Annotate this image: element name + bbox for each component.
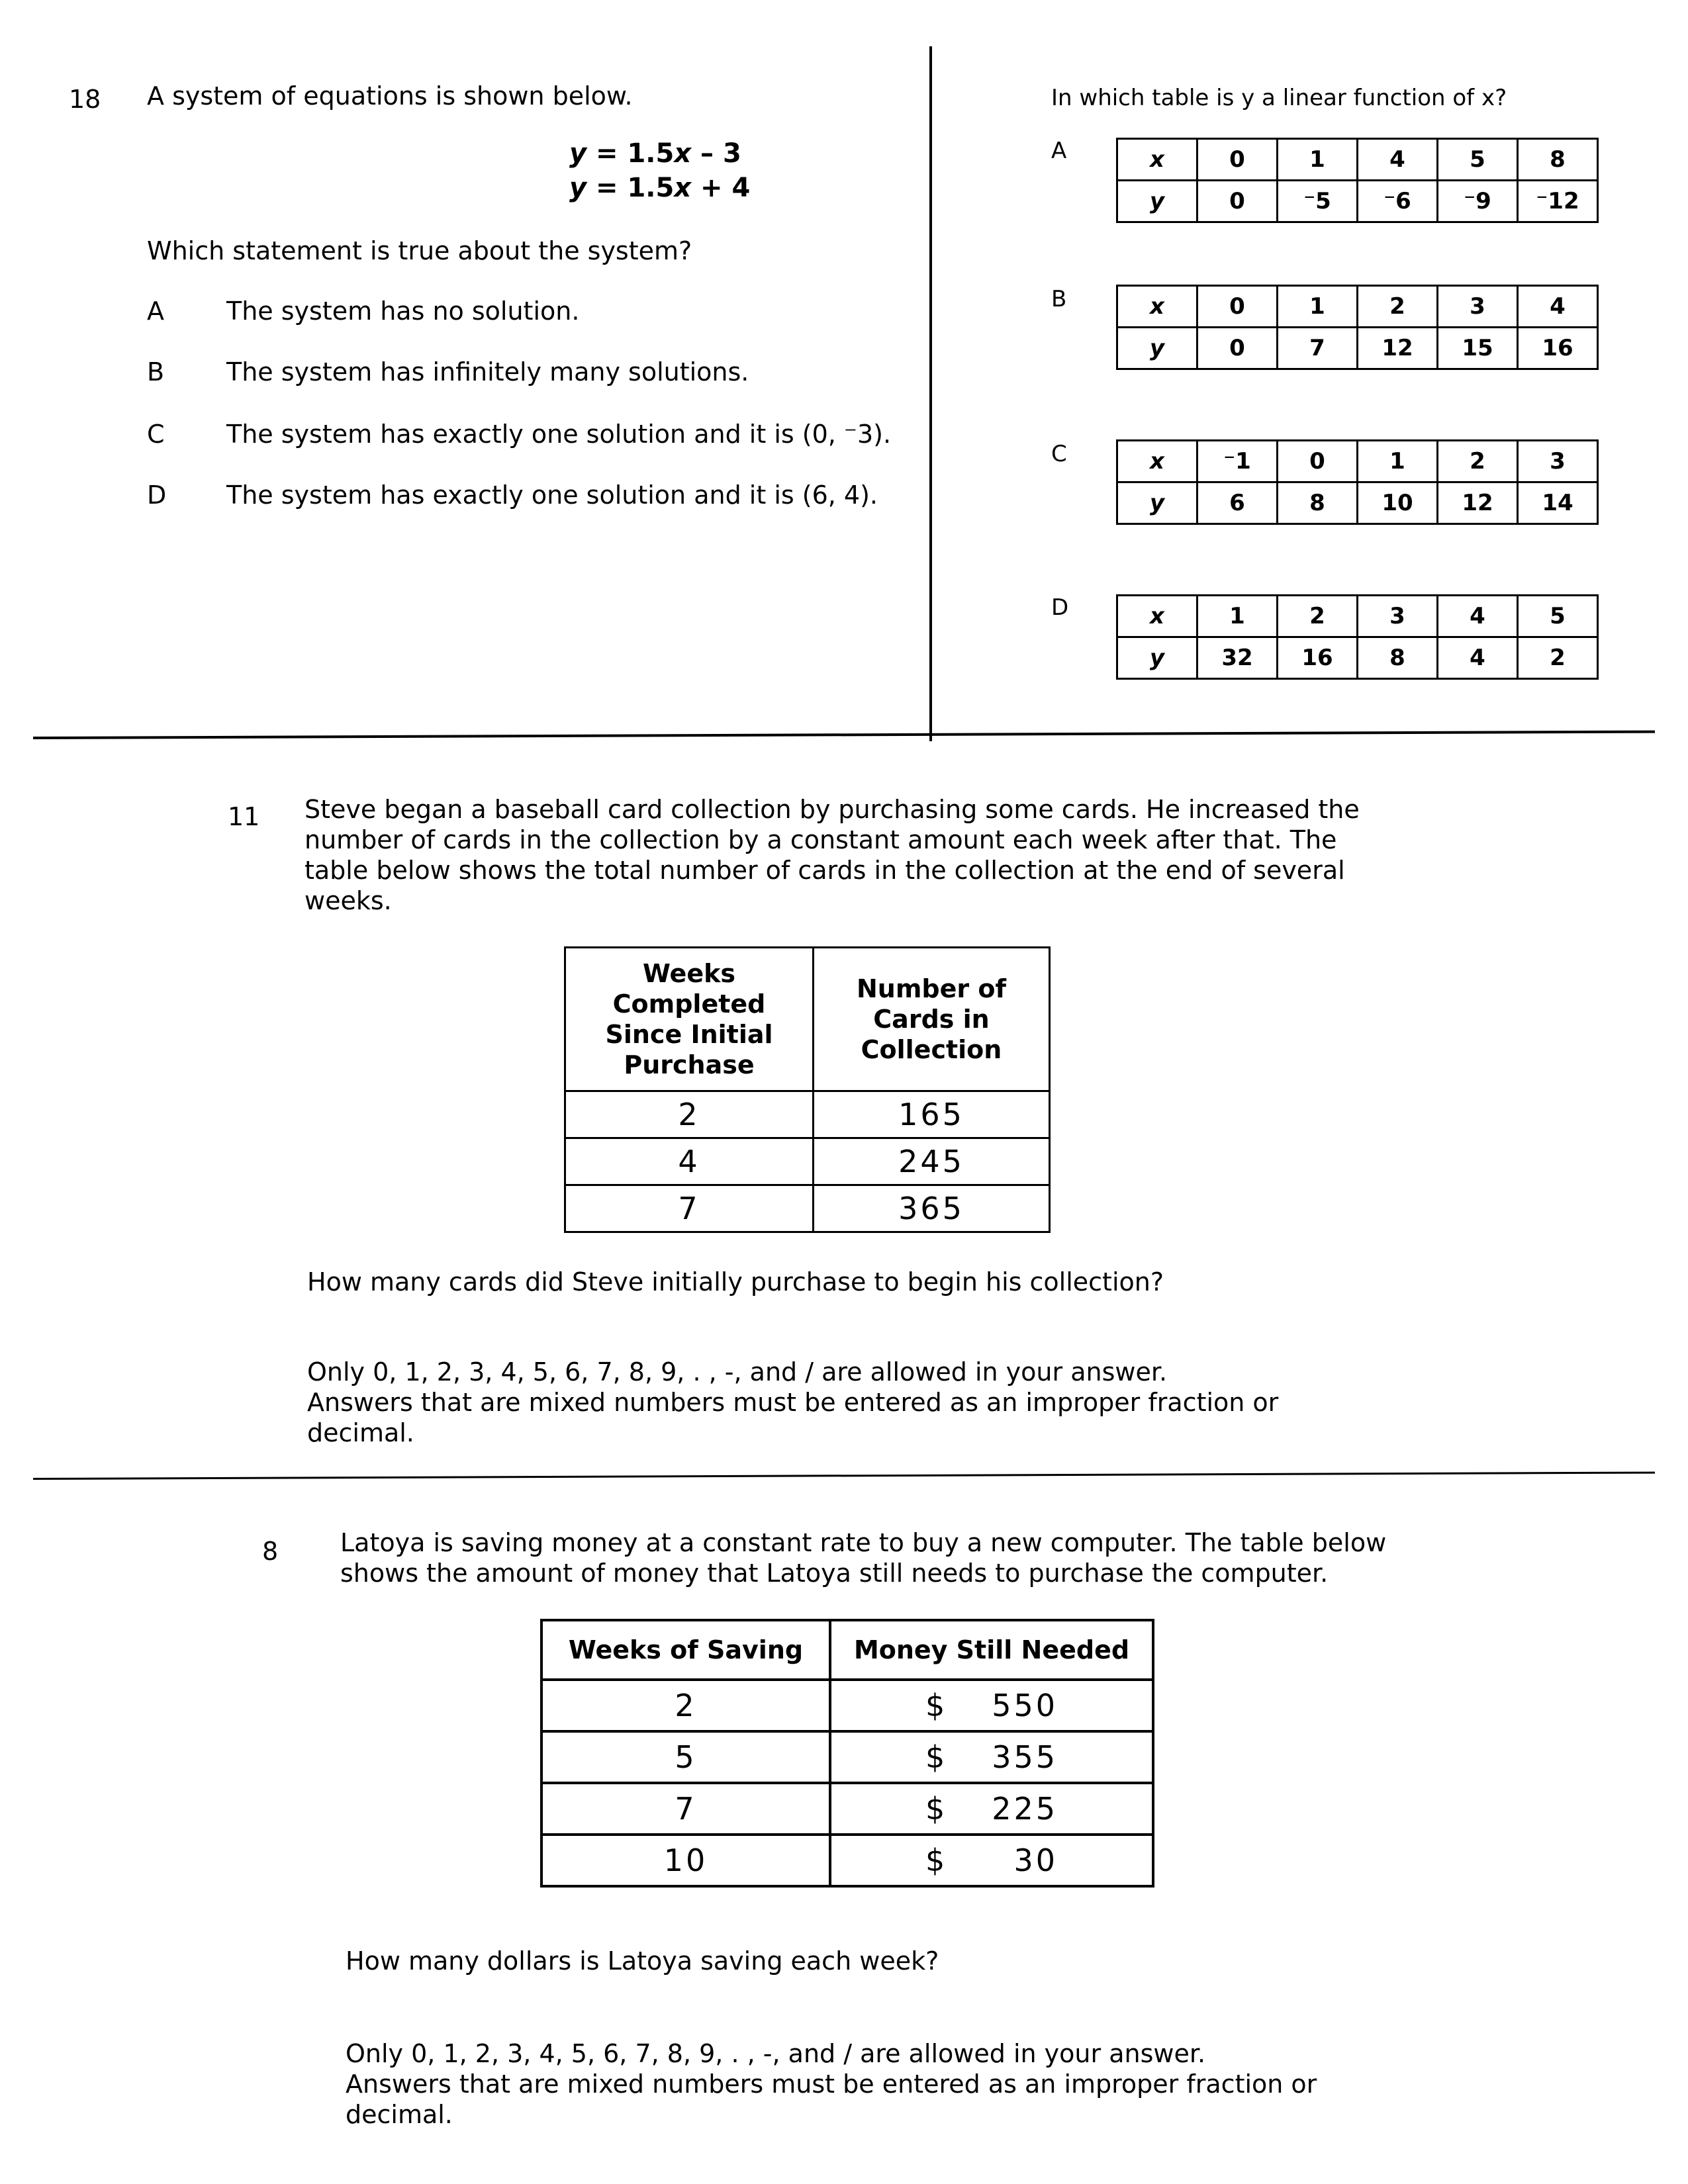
y-label: y (1117, 328, 1197, 369)
cards-cell: 245 (814, 1138, 1050, 1185)
instruction-line: Answers that are mixed numbers must be entered as an improper fraction or (346, 2070, 1317, 2099)
choice-b[interactable] (147, 357, 749, 387)
weeks-cell: 2 (541, 1680, 830, 1731)
weeks-cell: 5 (541, 1731, 830, 1783)
y-row (1117, 637, 1598, 679)
x-cell: 4 (1518, 286, 1598, 328)
question-number: 18 (69, 85, 101, 114)
column-header-weeks: Weeks of Saving (541, 1620, 830, 1680)
question-prompt: How many cards did Steve initially purchase to begin his collection? (307, 1267, 1164, 1297)
choice-c[interactable] (147, 420, 892, 449)
x-cell: 0 (1278, 441, 1358, 482)
question-stem (340, 1527, 1466, 1588)
answer-instructions (346, 2038, 1471, 2130)
cards-table (564, 946, 1051, 1233)
question-number: 11 (228, 802, 260, 831)
savings-table (540, 1619, 1154, 1888)
y-row (1117, 181, 1598, 222)
y-label: y (1117, 637, 1197, 679)
money-cell (830, 1731, 1153, 1783)
answer-instructions (307, 1357, 1432, 1448)
table-row (565, 1091, 1050, 1138)
x-cell: 5 (1518, 596, 1598, 637)
choice-letter: D (147, 480, 167, 510)
y-label: y (1117, 181, 1197, 222)
question-stem: A system of equations is shown below. (147, 81, 633, 111)
y-cell: 0 (1197, 181, 1278, 222)
x-cell: 3 (1358, 596, 1438, 637)
question-stem (305, 794, 1443, 916)
weeks-cell: 2 (565, 1091, 814, 1138)
choice-text: The system has exactly one solution and it is (0, ⁻3). (226, 420, 892, 449)
horizontal-divider (33, 1472, 1655, 1480)
question-number: 8 (262, 1537, 279, 1566)
x-cell: 0 (1197, 286, 1278, 328)
table-c (1116, 439, 1599, 525)
dollar-sign: $ (925, 1688, 948, 1723)
y-cell: 32 (1197, 637, 1278, 679)
x-cell: 4 (1358, 139, 1438, 181)
weeks-cell: 10 (541, 1835, 830, 1886)
weeks-cell: 7 (541, 1783, 830, 1835)
x-row (1117, 286, 1598, 328)
equation-1: y = 1.5x – 3 (569, 138, 741, 169)
stem-line: Steve began a baseball card collection by purchasing some cards. He increased the (305, 795, 1360, 824)
stem-line: table below shows the total number of cards in the collection at the end of several (305, 856, 1345, 885)
horizontal-divider (33, 731, 1655, 739)
choice-letter-d[interactable]: D (1051, 594, 1069, 621)
choice-d[interactable] (147, 480, 878, 510)
y-cell: 0 (1197, 328, 1278, 369)
header-row (565, 948, 1050, 1091)
y-cell: 8 (1278, 482, 1358, 524)
table-a (1116, 138, 1599, 223)
stem-line: weeks. (305, 886, 392, 915)
question-prompt: Which statement is true about the system? (147, 236, 692, 265)
instruction-line: decimal. (307, 1418, 414, 1447)
y-row (1117, 328, 1598, 369)
y-cell: ⁻12 (1518, 181, 1598, 222)
x-cell: 1 (1197, 596, 1278, 637)
choice-a[interactable] (147, 296, 580, 326)
choice-letter-a[interactable]: A (1051, 138, 1067, 164)
x-row (1117, 596, 1598, 637)
choice-letter-b[interactable]: B (1051, 286, 1067, 312)
amount: 550 (992, 1688, 1058, 1723)
choice-text: The system has no solution. (226, 296, 580, 326)
x-label: x (1117, 286, 1197, 328)
y-cell: ⁻9 (1438, 181, 1518, 222)
stem-line: number of cards in the collection by a constant amount each week after that. The (305, 825, 1337, 854)
dollar-sign: $ (925, 1843, 948, 1878)
x-cell: 2 (1438, 441, 1518, 482)
x-row (1117, 139, 1598, 181)
y-cell: 15 (1438, 328, 1518, 369)
x-label: x (1117, 441, 1197, 482)
choice-text: The system has infinitely many solutions. (226, 357, 749, 387)
y-cell: 8 (1358, 637, 1438, 679)
money-cell (830, 1783, 1153, 1835)
table-b (1116, 285, 1599, 370)
x-cell: 5 (1438, 139, 1518, 181)
x-cell: ⁻1 (1197, 441, 1278, 482)
weeks-cell: 7 (565, 1185, 814, 1232)
table-row (541, 1783, 1153, 1835)
x-cell: 3 (1438, 286, 1518, 328)
y-cell: 10 (1358, 482, 1438, 524)
stem-line: Latoya is saving money at a constant rate to buy a new computer. The table below (340, 1528, 1387, 1557)
weeks-cell: 4 (565, 1138, 814, 1185)
table-row (541, 1835, 1153, 1886)
column-header-cards: Number of Cards in Collection (814, 948, 1050, 1091)
money-cell (830, 1835, 1153, 1886)
cards-cell: 365 (814, 1185, 1050, 1232)
x-cell: 4 (1438, 596, 1518, 637)
table-row (541, 1680, 1153, 1731)
choice-letter-c[interactable]: C (1051, 441, 1067, 467)
equation-2: y = 1.5x + 4 (569, 173, 751, 203)
x-cell: 2 (1358, 286, 1438, 328)
y-cell: 14 (1518, 482, 1598, 524)
header-row (541, 1620, 1153, 1680)
table-d (1116, 594, 1599, 680)
column-header-money: Money Still Needed (830, 1620, 1153, 1680)
x-row (1117, 441, 1598, 482)
question-prompt: In which table is y a linear function of x? (1051, 85, 1507, 111)
y-cell: 6 (1197, 482, 1278, 524)
instruction-line: decimal. (346, 2100, 453, 2129)
x-label: x (1117, 596, 1197, 637)
y-row (1117, 482, 1598, 524)
y-cell: 7 (1278, 328, 1358, 369)
y-cell: 12 (1358, 328, 1438, 369)
x-cell: 1 (1278, 286, 1358, 328)
stem-line: shows the amount of money that Latoya still needs to purchase the computer. (340, 1559, 1329, 1588)
x-cell: 1 (1278, 139, 1358, 181)
x-label: x (1117, 139, 1197, 181)
y-label: y (1117, 482, 1197, 524)
x-cell: 3 (1518, 441, 1598, 482)
dollar-sign: $ (925, 1739, 948, 1775)
y-cell: 16 (1518, 328, 1598, 369)
cards-cell: 165 (814, 1091, 1050, 1138)
column-header-weeks: Weeks Completed Since Initial Purchase (565, 948, 814, 1091)
table-row (565, 1138, 1050, 1185)
x-cell: 2 (1278, 596, 1358, 637)
instruction-line: Answers that are mixed numbers must be entered as an improper fraction or (307, 1388, 1279, 1417)
table-row (541, 1731, 1153, 1783)
y-cell: 4 (1438, 637, 1518, 679)
money-cell (830, 1680, 1153, 1731)
x-cell: 8 (1518, 139, 1598, 181)
instruction-line: Only 0, 1, 2, 3, 4, 5, 6, 7, 8, 9, . , -, and / are allowed in your answer. (307, 1357, 1168, 1387)
x-cell: 0 (1197, 139, 1278, 181)
choice-text: The system has exactly one solution and it is (6, 4). (226, 480, 878, 510)
question-prompt: How many dollars is Latoya saving each week? (346, 1946, 939, 1976)
choice-letter: B (147, 357, 165, 387)
amount: 225 (992, 1791, 1058, 1827)
y-cell: 16 (1278, 637, 1358, 679)
y-cell: 12 (1438, 482, 1518, 524)
y-cell: 2 (1518, 637, 1598, 679)
y-cell: ⁻6 (1358, 181, 1438, 222)
choice-letter: A (147, 296, 164, 326)
vertical-divider (929, 46, 932, 741)
amount: 355 (992, 1739, 1058, 1775)
x-cell: 1 (1358, 441, 1438, 482)
dollar-sign: $ (925, 1791, 948, 1827)
choice-letter: C (147, 420, 165, 449)
y-cell: ⁻5 (1278, 181, 1358, 222)
table-row (565, 1185, 1050, 1232)
amount: 30 (1013, 1843, 1058, 1878)
instruction-line: Only 0, 1, 2, 3, 4, 5, 6, 7, 8, 9, . , -, and / are allowed in your answer. (346, 2039, 1206, 2068)
